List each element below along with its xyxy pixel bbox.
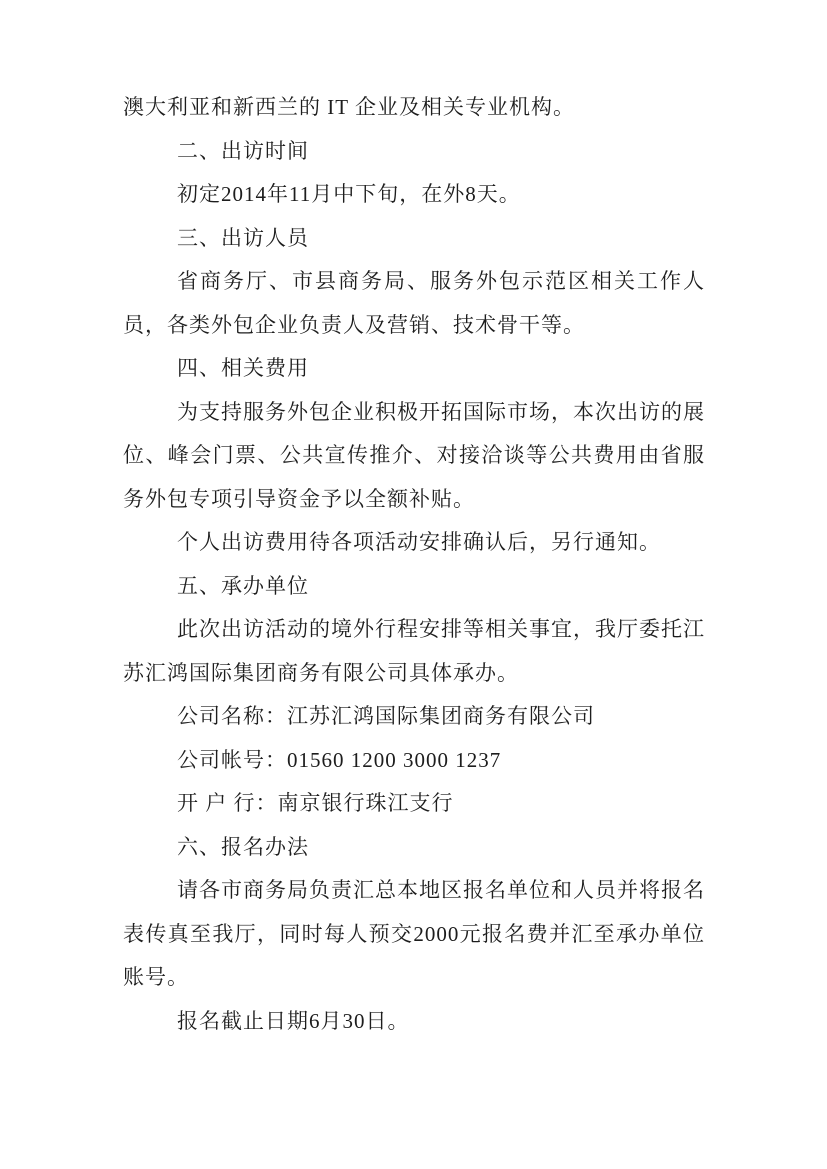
- paragraph-registration: 请各市商务局负责汇总本地区报名单位和人员并将报名表传真至我厅，同时每人预交2000元报名费并汇至承办单位账号。: [123, 878, 705, 989]
- line-company-account: 公司帐号：01560 1200 3000 1237: [177, 747, 502, 772]
- paragraph-deadline: 报名截止日期6月30日。: [177, 1008, 410, 1033]
- paragraph-target-organizations: 澳大利亚和新西兰的 IT 企业及相关专业机构。: [123, 95, 575, 119]
- paragraph-visit-time: 初定2014年11月中下旬，在外8天。: [177, 182, 521, 206]
- line-bank-branch: 开 户 行：南京银行珠江支行: [177, 791, 454, 815]
- paragraph-personal-fees: 个人出访费用待各项活动安排确认后，另行通知。: [177, 530, 661, 554]
- heading-related-fees: 四、相关费用: [177, 356, 309, 380]
- document-content: [123, 86, 705, 1043]
- heading-organizer: 五、承办单位: [177, 573, 309, 598]
- paragraph-public-fees: 为支持服务外包企业积极开拓国际市场，本次出访的展位、峰会门票、公共宣传推介、对接洽谈等公共费用由省服务外包专项引导资金予以全额补贴。: [123, 399, 705, 511]
- line-company-name: 公司名称：江苏汇鸿国际集团商务有限公司: [177, 704, 595, 728]
- heading-visit-personnel: 三、出访人员: [177, 225, 309, 250]
- paragraph-visit-personnel: 省商务厅、市县商务局、服务外包示范区相关工作人员，各类外包企业负责人及营销、技术骨干等。: [123, 269, 705, 337]
- paragraph-organizer: 此次出访活动的境外行程安排等相关事宜，我厅委托江苏汇鸿国际集团商务有限公司具体承办。: [123, 617, 705, 685]
- heading-visit-time: 二、出访时间: [177, 138, 309, 163]
- heading-registration-method: 六、报名办法: [177, 834, 309, 859]
